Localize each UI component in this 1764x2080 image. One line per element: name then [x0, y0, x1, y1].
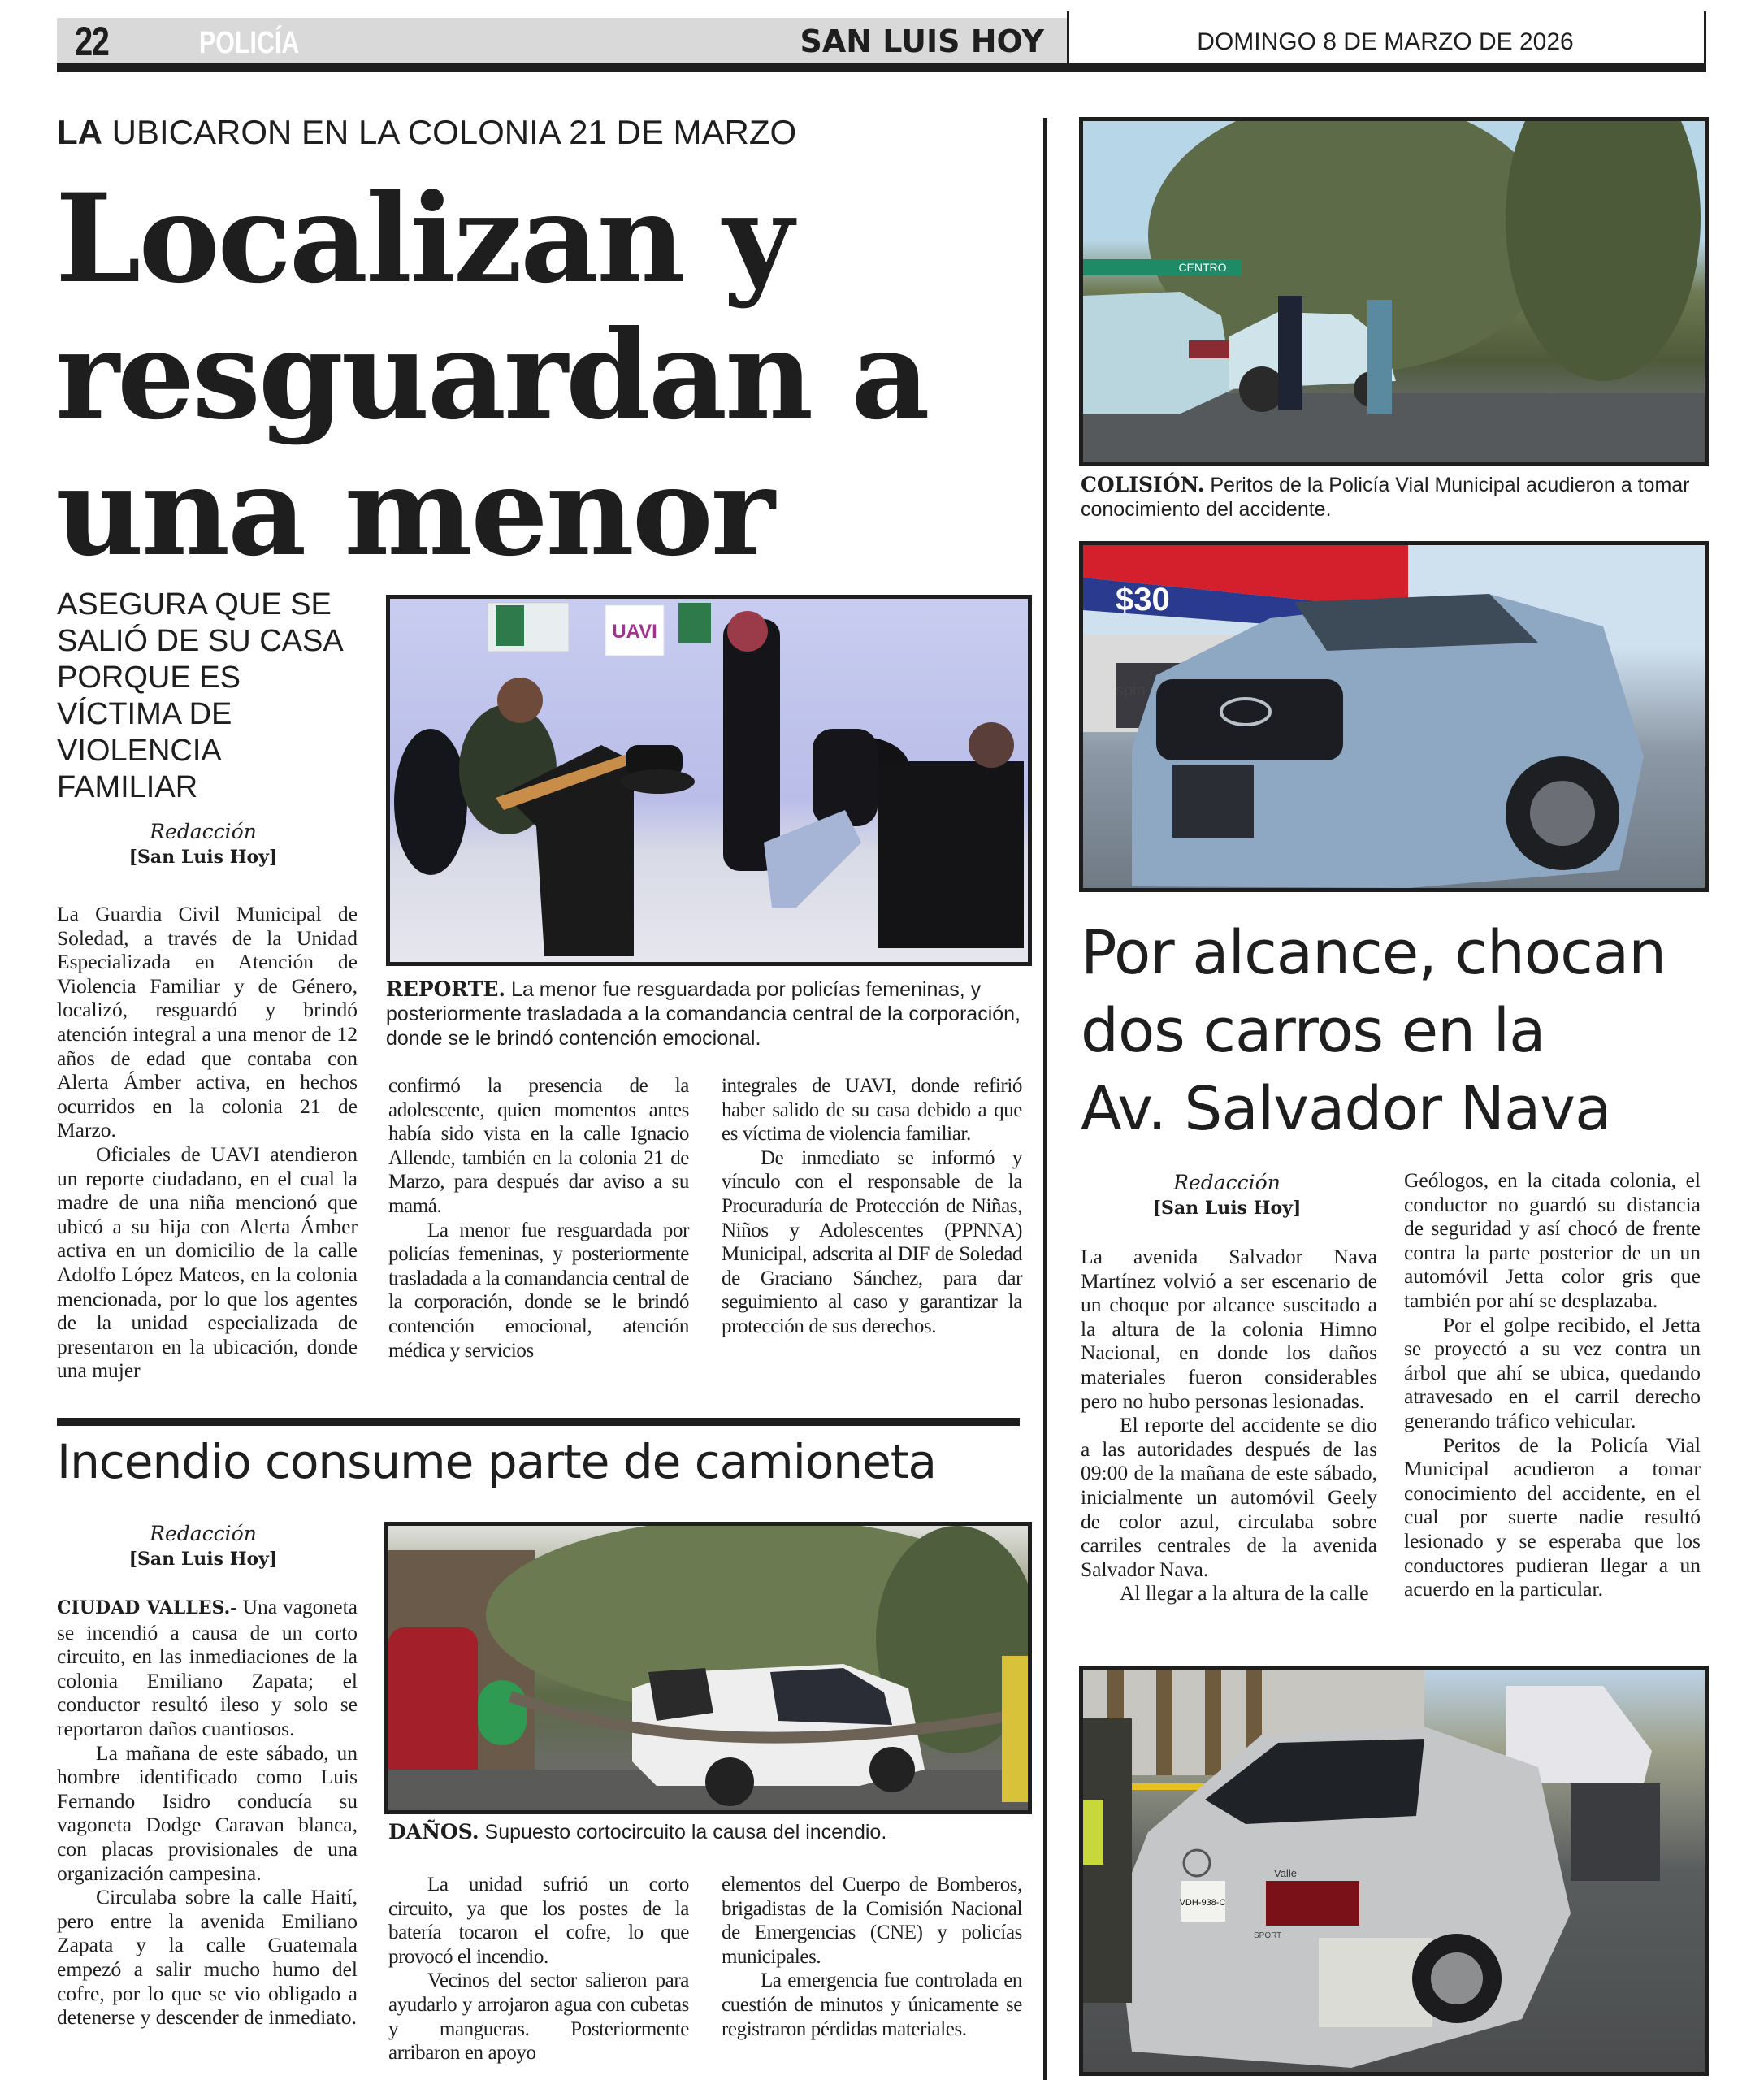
paragraph: El reporte del accidente se dio a las autoridades después de las 09:00 de la mañana de este sábado, inicialmente un automóvil Geely de color azul, circulaba sobre carriles centrales de la avenida Salvador Nava. [1081, 1413, 1377, 1581]
paragraph: La avenida Salvador Nava Martínez volvió a ser escenario de un choque por alcance suscitado a la altura de la colonia Himno Nacional, en donde los daños materiales fueron considerables pero no hubo personas lesionadas. [1081, 1245, 1377, 1413]
photo-jetta [1079, 1666, 1709, 2076]
paragraph: Geólogos, en la citada colonia, el conductor no guardó su distancia de seguridad y así chocó de frente contra la parte posterior de un un automóvil Jetta color gris que también por ahí se desplazaba. [1404, 1168, 1701, 1312]
paragraph: confirmó la presencia de la adolescente, quien momentos antes había sido vista en la calle Ignacio Allende, también en la colonia 21 de Marzo, para después dar aviso a su mamá. [388, 1075, 689, 1217]
article-column-1 [57, 902, 358, 1383]
paragraph: elementos del Cuerpo de Bomberos, brigadistas de la Comisión Nacional de Emergencias (CNE) y policías municipales. [722, 1874, 1022, 1968]
store-brand-text: spin [1116, 682, 1146, 700]
headline-line: una menor [55, 440, 773, 583]
paragraph: La Guardia Civil Municipal de Soledad, a través de la Unidad Especializada en Atención de Violencia Familiar y de Género, localizó, resguardó y brindó atención integral a una menor de 12 años de edad que contaba con Alerta Ámber activa, en hechos ocurridos en la colonia 21 de Marzo. [57, 902, 358, 1142]
section-label: POLICÍA [199, 26, 300, 60]
photo-geely-illustration [1083, 545, 1705, 888]
caption-lead: COLISIÓN. [1081, 473, 1205, 496]
column-rule [1043, 118, 1047, 2080]
section-rule [57, 1418, 1020, 1426]
photo-incendio-illustration [388, 1526, 1028, 1810]
headline-line: Por alcance, chocan [1081, 918, 1666, 988]
header-rule [57, 63, 1706, 72]
byline [49, 1521, 358, 1571]
subheadline: ASEGURA QUE SE SALIÓ DE SU CASA PORQUE ES VÍCTIMA DE VIOLENCIA FAMILIAR [57, 587, 342, 804]
paragraph: Vecinos del sector salieron para ayudarlo y arrojaron agua con cubetas y mangueras. Posteriormente arribaron en apoyo [388, 1970, 689, 2065]
article-column-2 [388, 1074, 689, 1363]
choque-headline [1081, 914, 1714, 1148]
paragraph: integrales de UAVI, donde refirió haber salido de su casa debido a que es víctima de violencia familiar. [722, 1075, 1022, 1146]
paragraph-text: - Una vagoneta se incendió a causa de un corto circuito, en las inmediaciones de la colonia Emiliano Zapata; el conductor resultó ileso y solo se reportaron daños cuantiosos. [57, 1595, 358, 1740]
choque-column-2 [1404, 1168, 1701, 1601]
photo-uavi [386, 595, 1032, 966]
incendio-headline: Incendio consume parte de camioneta [57, 1434, 937, 1489]
paragraph: La unidad sufrió un corto circuito, ya que los postes de la batería tocaron el cofre, lo que provocó el incendio. [388, 1874, 689, 1968]
caption-text: Supuesto cortocircuito la causa del incendio. [479, 1821, 887, 1844]
byline-role: Redacción [150, 1522, 257, 1545]
photo-jetta-illustration [1083, 1670, 1705, 2072]
caption-lead: REPORTE. [386, 977, 506, 1001]
headline-line: dos carros en la [1081, 996, 1545, 1066]
byline [1073, 1170, 1381, 1220]
kicker-bold: LA [57, 113, 102, 151]
caption-text: La menor fue resguardada por policías femeninas, y posteriormente trasladada a la comandancia central de la corporación, donde se le brindó contención emocional. [386, 978, 1021, 1050]
headline-line: Av. Salvador Nava [1081, 1074, 1611, 1144]
byline-org: [San Luis Hoy] [1152, 1198, 1302, 1219]
trim-badge: SPORT [1254, 1931, 1282, 1940]
uavi-sign-text: UAVI [612, 621, 657, 643]
dealer-badge: Valle [1274, 1867, 1297, 1879]
photo-incendio [384, 1522, 1032, 1814]
road-sign-text: CENTRO [1178, 261, 1227, 274]
masthead: SAN LUIS HOY [800, 24, 1044, 59]
paragraph: La emergencia fue controlada en cuestión de minutos y únicamente se registraron pérdidas materiales. [722, 1970, 1022, 2040]
paragraph: Por el golpe recibido, el Jetta se proyectó a su vez contra un árbol que ahí se ubica, quedando atravesado en el carril derecho generando tráfico vehicular. [1404, 1312, 1701, 1432]
paragraph: De inmediato se informó y vínculo con el responsable de la Procuraduría de Protección de Niñas, Niños y Adolescentes (PPNNA) Municipal, adscrita al DIF de Soledad de Graciano Sánchez, para dar seguimiento al caso y garantizar la protección de sus derechos. [722, 1146, 1022, 1337]
license-plate: VDH-938-C [1179, 1898, 1226, 1908]
incendio-column-1 [57, 1595, 358, 2030]
caption-text: Peritos de la Policía Vial Municipal acudieron a tomar conocimiento del accidente. [1081, 474, 1690, 521]
paragraph [57, 1595, 358, 1741]
incendio-column-3 [722, 1873, 1022, 2041]
byline-org: [San Luis Hoy] [128, 1549, 278, 1570]
paragraph: La mañana de este sábado, un hombre identificado como Luis Fernando Isidro conducía su vagoneta Dodge Caravan blanca, con placas provisionales de una organización campesina. [57, 1740, 358, 1885]
dateline: CIUDAD VALLES. [57, 1597, 231, 1618]
byline-role: Redacción [1173, 1171, 1281, 1194]
store-sign-price: $30 [1116, 582, 1170, 618]
photo-caption [1081, 473, 1710, 522]
choque-column-1 [1081, 1245, 1377, 1606]
issue-date: DOMINGO 8 DE MARZO DE 2026 [1197, 28, 1574, 55]
main-headline [55, 167, 1030, 583]
paragraph: La menor fue resguardada por policías femeninas, y posteriormente trasladada a la comandancia central de la corporación, donde se le brindó contención emocional, atención médica y servicios [388, 1219, 689, 1362]
incendio-column-2 [388, 1873, 689, 2065]
photo-colision [1079, 117, 1709, 466]
paragraph: Peritos de la Policía Vial Municipal acudieron a tomar conocimiento del accidente, en el cual por suerte nadie resultó lesionado y se esperaba que los conductores pudieran llegar a un acuerdo en la particular. [1404, 1432, 1701, 1601]
photo-caption [388, 1820, 1038, 1844]
photo-geely [1079, 541, 1709, 892]
photo-uavi-illustration [390, 599, 1028, 962]
photo-caption [386, 977, 1036, 1051]
page-number: 22 [75, 19, 109, 64]
kicker [57, 110, 796, 155]
paragraph: Al llegar a la altura de la calle [1120, 1581, 1369, 1606]
headline-line: Localizan y [55, 167, 791, 310]
byline-org: [San Luis Hoy] [128, 847, 278, 868]
photo-colision-illustration [1083, 121, 1705, 462]
kicker-text: UBICARON EN LA COLONIA 21 DE MARZO [102, 113, 797, 151]
headline-line: resguardan a [55, 304, 928, 447]
byline [49, 819, 358, 869]
header-right-edge [1704, 11, 1706, 67]
byline-role: Redacción [150, 820, 257, 843]
paragraph: Oficiales de UAVI atendieron un reporte ciudadano, en el cual la madre de una niña mencionó que ubicó a su hija con Alerta Ámber activa en un domicilio de la calle Adolfo López Mateos, en la colonia mencionada, por lo que los agentes de la unidad especializada de presentaron en la ubicación, donde una mujer [57, 1142, 358, 1383]
article-column-3 [722, 1074, 1022, 1339]
paragraph: Circulaba sobre la calle Haití, pero entre la avenida Emiliano Zapata y la calle Guatemala empezó a salir mucho humo del cofre, por lo que se vio obligado a detenerse y descender de inmediato. [57, 1885, 358, 2030]
header-divider [1067, 11, 1069, 67]
caption-lead: DAÑOS. [388, 1820, 479, 1844]
